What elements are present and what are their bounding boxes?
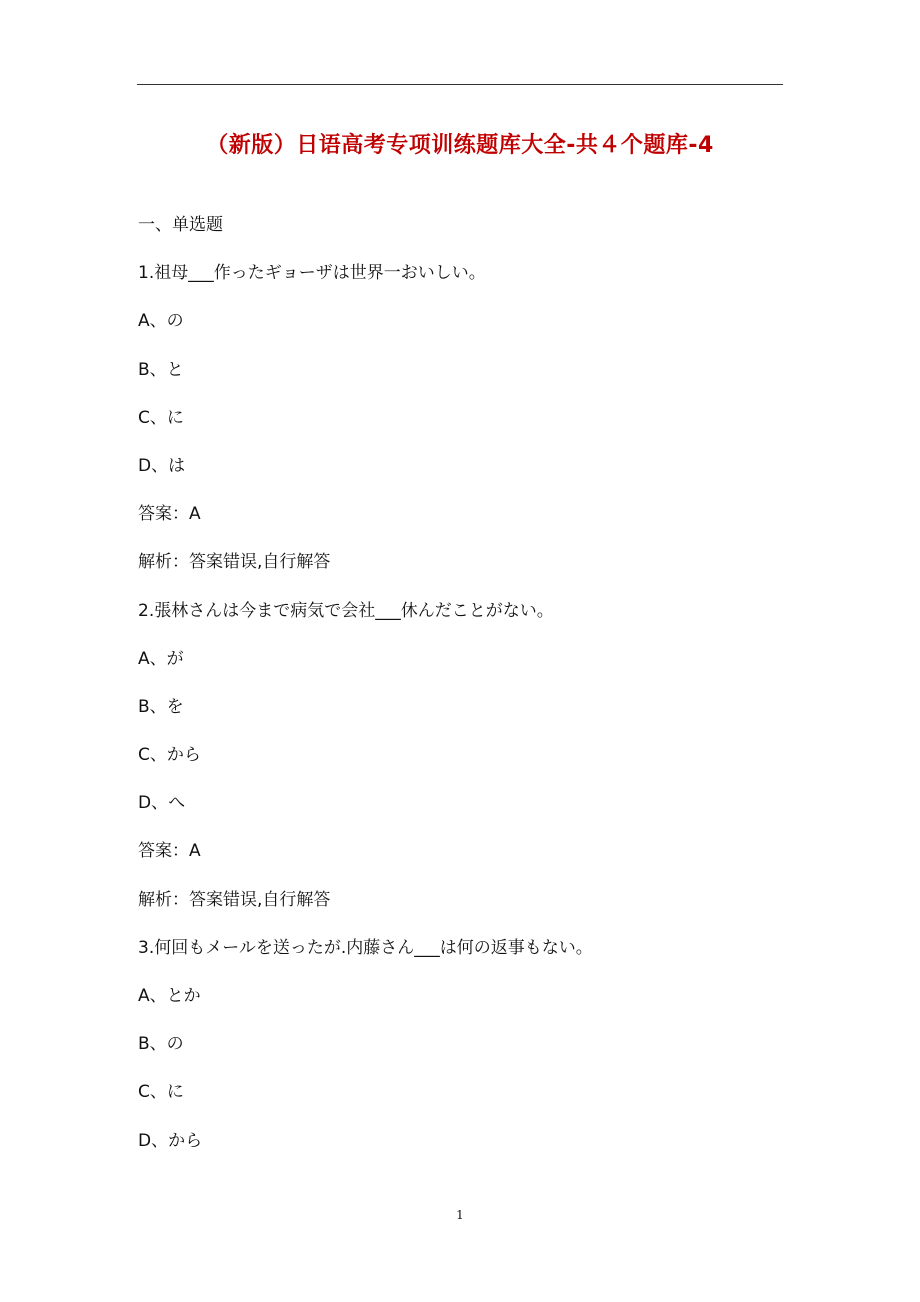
answer-line: 答案：A	[138, 504, 201, 525]
header-rule	[137, 84, 783, 85]
question-list	[138, 211, 798, 1175]
option-b: B、と	[138, 359, 184, 380]
option-a: A、の	[138, 311, 184, 332]
option-a: A、とか	[138, 986, 201, 1006]
option-a: A、が	[138, 648, 184, 669]
option-c: C、に	[138, 407, 184, 428]
document-title: （新版）日语高考专项训练题库大全-共４个题库-4	[206, 133, 714, 158]
option-d: D、は	[138, 455, 186, 476]
option-c: C、から	[138, 745, 201, 766]
section-heading: 一、单选题	[138, 215, 223, 235]
question-stem: 2.張林さんは今まで病気で会社___休んだことがない。	[138, 600, 554, 621]
option-b: B、の	[138, 1034, 184, 1055]
page-number: 1	[456, 1208, 464, 1222]
option-d: D、から	[138, 1130, 203, 1151]
option-b: B、を	[138, 696, 184, 717]
option-c: C、に	[138, 1082, 184, 1103]
question-stem: 1.祖母___作ったギョーザは世界一おいしい。	[138, 263, 486, 284]
answer-line: 答案：A	[138, 841, 201, 862]
analysis-line: 解析：答案错误,自行解答	[138, 552, 331, 573]
option-d: D、へ	[138, 793, 186, 814]
question-stem: 3.何回もメールを送ったが.内藤さん___は何の返事もない。	[138, 937, 593, 958]
analysis-line: 解析：答案错误,自行解答	[138, 889, 331, 910]
